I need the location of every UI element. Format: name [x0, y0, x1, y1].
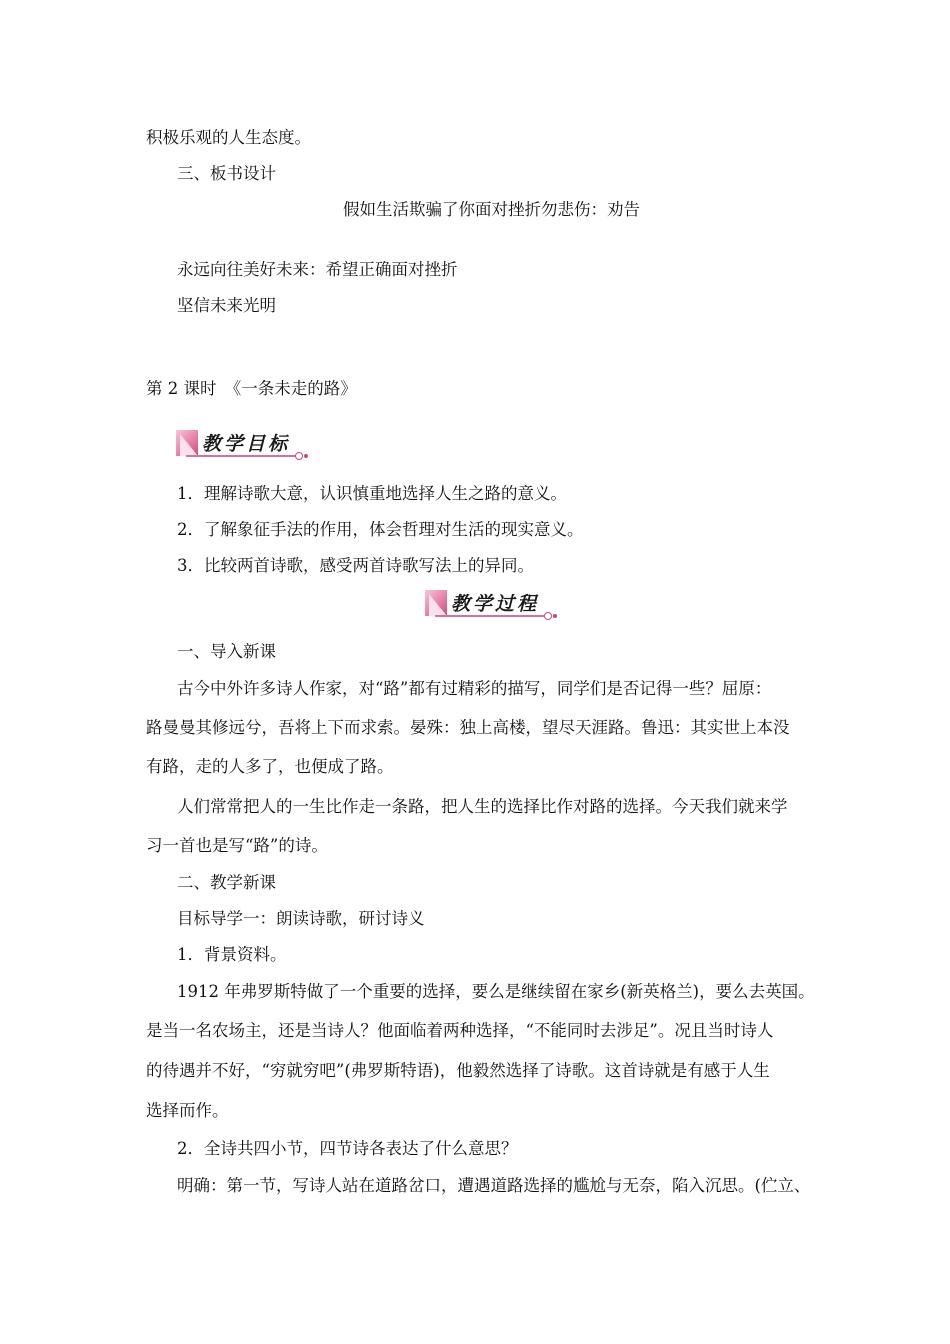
target-heading: 目标导学一：朗读诗歌，研讨诗义: [177, 909, 425, 928]
paragraph-line: 习一首也是写“路”的诗。: [146, 836, 328, 855]
paragraph-line: 古今中外许多诗人作家，对“路”都有过精彩的描写，同学们是否记得一些？屈原：: [177, 679, 772, 698]
header-teaching-process: [425, 588, 557, 620]
paragraph-line: 1912 年弗罗斯特做了一个重要的选择，要么是继续留在家乡(新英格兰)，要么去英国。: [177, 982, 815, 1001]
goal-item-3: 3．比较两首诗歌，感受两首诗歌写法上的异同。: [177, 556, 534, 575]
paragraph-line: 选择而作。: [146, 1101, 229, 1120]
header-dot-icon: [295, 452, 303, 460]
section-heading-new-lesson: 二、教学新课: [177, 873, 276, 892]
paragraph-line: 的待遇并不好，“穷就穷吧”(弗罗斯特语)，他毅然选择了诗歌。这首诗就是有感于人生: [146, 1061, 770, 1080]
header-underline: [435, 615, 547, 617]
paragraph-line: 人们常常把人的一生比作走一条路，把人生的选择比作对路的选择。今天我们就来学: [177, 797, 788, 816]
section-heading-board-design: 三、板书设计: [177, 164, 276, 183]
paragraph-line: 明确：第一节，写诗人站在道路岔口，遭遇道路选择的尴尬与无奈，陷入沉思。(伫立、: [177, 1176, 811, 1195]
text-line-1: 积极乐观的人生态度。: [146, 128, 311, 147]
paragraph-line: 路曼曼其修远兮，吾将上下而求索。晏殊：独上高楼，望尽天涯路。鲁迅：其实世上本没: [146, 718, 790, 737]
lesson-title: 第 2 课时 《一条未走的路》: [146, 379, 357, 398]
board-line-1: 假如生活欺骗了你面对挫折勿悲伤：劝告: [343, 200, 640, 219]
paragraph-line: 是当一名农场主，还是当诗人？他面临着两种选择，“不能同时去涉足”。况且当时诗人: [146, 1021, 774, 1040]
section-heading-intro: 一、导入新课: [177, 642, 276, 661]
header-underline: [186, 455, 298, 457]
paragraph-line: 有路，走的人多了，也便成了路。: [146, 757, 394, 776]
list-item: 1．背景资料。: [177, 945, 287, 964]
header-title: 教学过程: [451, 593, 540, 615]
header-title: 教学目标: [202, 433, 291, 455]
goal-item-1: 1．理解诗歌大意，认识慎重地选择人生之路的意义。: [177, 484, 567, 503]
header-teaching-goals: [176, 428, 308, 460]
board-line-3: 坚信未来光明: [177, 296, 276, 315]
board-line-2: 永远向往美好未来：希望正确面对挫折: [177, 260, 458, 279]
goal-item-2: 2．了解象征手法的作用，体会哲理对生活的现实意义。: [177, 520, 584, 539]
header-dot-icon: [544, 612, 552, 620]
list-item: 2．全诗共四小节，四节诗各表达了什么意思？: [177, 1139, 518, 1158]
